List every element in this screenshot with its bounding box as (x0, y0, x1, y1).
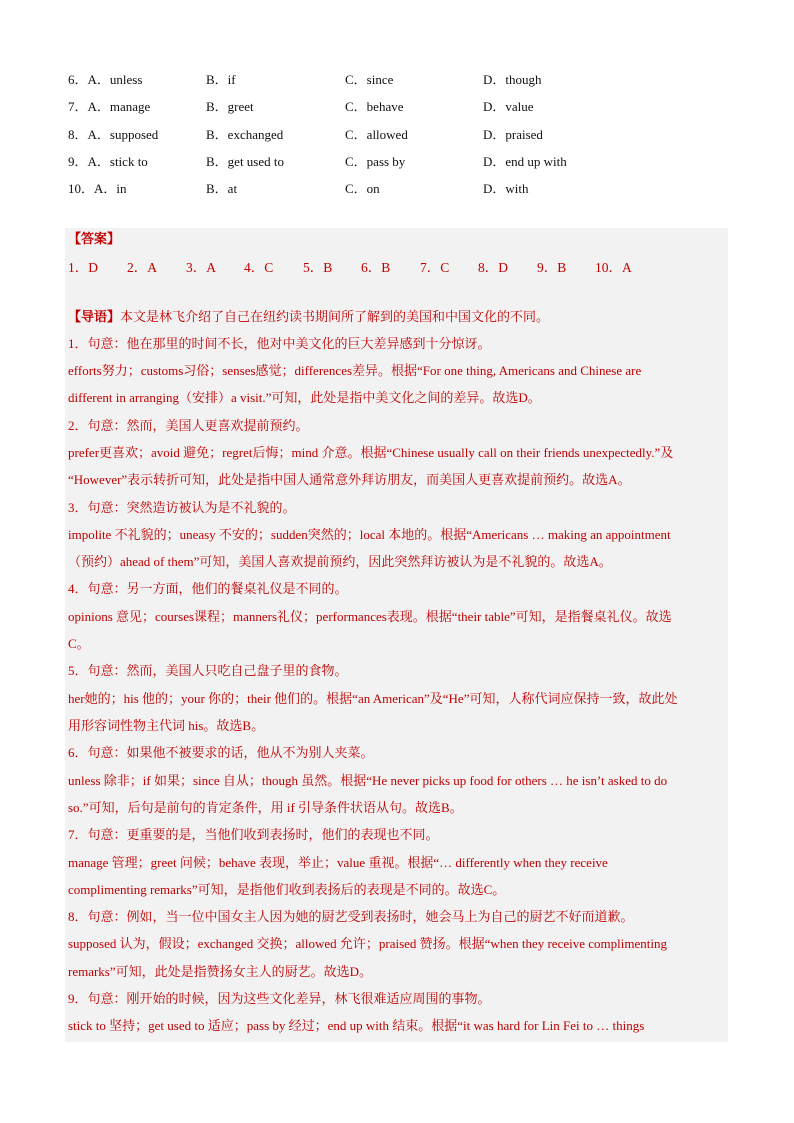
explanation-line: 1．句意：他在那里的时间不长，他对中美文化的巨大差异感到十分惊讶。 (68, 336, 491, 351)
answer-item: 5．B (303, 260, 333, 275)
option-b: B．get used to (206, 154, 284, 169)
explanation-line: 9．句意：刚开始的时候，因为这些文化差异，林飞很难适应周围的事物。 (68, 991, 491, 1006)
option-b: B．at (206, 181, 238, 196)
explanation-line: unless 除非；if 如果；since 自从；though 虽然。根据“He never picks up food for others … he isn’t asked to do (68, 773, 668, 788)
explanation-line: prefer更喜欢；avoid 避免；regret后悔；mind 介意。根据“Chinese usually call on their friends unexpectedly.”及 (68, 445, 674, 460)
explanation-line: stick to 坚持；get used to 适应；pass by 经过；end up with 结束。根据“it was hard for Lin Fei to … things (68, 1018, 645, 1033)
answer-item: 3．A (186, 260, 216, 275)
explanation-line: “However”表示转折可知，此处是指中国人通常意外拜访朋友，而美国人更喜欢提前预约。故选A。 (68, 472, 631, 487)
explanation-line: 4．句意：另一方面，他们的餐桌礼仪是不同的。 (68, 581, 348, 596)
explanation-line: remarks”可知，此处是指赞扬女主人的厨艺。故选D。 (68, 964, 373, 979)
option-c: C．pass by (345, 154, 406, 169)
answer-item: 10．A (595, 260, 632, 275)
explanation-line: impolite 不礼貌的；uneasy 不安的；sudden突然的；local 本地的。根据“Americans … making an appointment (68, 527, 671, 542)
guide-label: 【导语】 (68, 309, 121, 324)
option-d: D．value (483, 99, 534, 114)
explanation-line: C。 (68, 636, 90, 651)
explanation-line: so.”可知，后句是前句的肯定条件，用 if 引导条件状语从句。故选B。 (68, 800, 463, 815)
guide-text: 本文是林飞介绍了自己在纽约读书期间所了解到的美国和中国文化的不同。 (120, 309, 550, 324)
option-a: 9．A．stick to (68, 154, 148, 169)
answer-item: 8．D (478, 260, 508, 275)
option-a: 7．A．manage (68, 99, 151, 114)
guide-paragraph (68, 307, 728, 327)
explanation-line: 7．句意：更重要的是，当他们收到表扬时，他们的表现也不同。 (68, 827, 439, 842)
explanation-line: supposed 认为，假设；exchanged 交换；allowed 允许；praised 赞扬。根据“when they receive complimenting (68, 936, 667, 951)
option-d: D．end up with (483, 154, 567, 169)
option-c: C．behave (345, 99, 404, 114)
explanation-line: her她的；his 他的；your 你的；their 他们的。根据“an American”及“He”可知，人称代词应保持一致，故此处 (68, 691, 678, 706)
answer-item: 9．B (537, 260, 567, 275)
explanation-line: 6．句意：如果他不被要求的话，他从不为别人夹菜。 (68, 745, 374, 760)
explanation-line: manage 管理；greet 问候；behave 表现，举止；value 重视。根据“… differently when they receive (68, 855, 608, 870)
explanation-line: （预约）ahead of them”可知，美国人喜欢提前预约，因此突然拜访被认为是不礼貌的。故选A。 (68, 554, 612, 569)
option-b: B．greet (206, 99, 254, 114)
explanation-line: 5．句意：然而，美国人只吃自己盘子里的食物。 (68, 663, 348, 678)
explanation-line: efforts努力；customs习俗；senses感觉；differences差异。根据“For one thing, Americans and Chinese are (68, 363, 642, 378)
option-b: B．exchanged (206, 127, 284, 142)
answer-item: 4．C (244, 260, 274, 275)
option-c: C．on (345, 181, 380, 196)
explanation-line: 8．句意：例如，当一位中国女主人因为她的厨艺受到表扬时，她会马上为自己的厨艺不好而道歉。 (68, 909, 634, 924)
option-b: B．if (206, 72, 236, 87)
option-d: D．with (483, 181, 529, 196)
answer-item: 2．A (127, 260, 157, 275)
option-a: 8．A．supposed (68, 127, 159, 142)
explanation-line: different in arranging（安排）a visit.”可知，此处是指中美文化之间的差异。故选D。 (68, 390, 541, 405)
option-c: C．since (345, 72, 394, 87)
explanation-line: 用形容词性物主代词 his。故选B。 (68, 718, 265, 733)
answer-item: 1．D (68, 260, 98, 275)
answer-heading: 【答案】 (68, 231, 121, 246)
option-c: C．allowed (345, 127, 408, 142)
answer-item: 7．C (420, 260, 450, 275)
explanation-line: 3．句意：突然造访被认为是不礼貌的。 (68, 500, 296, 515)
answer-item: 6．B (361, 260, 391, 275)
explanation-line: opinions 意见；courses课程；manners礼仪；performances表现。根据“their table”可知，是指餐桌礼仪。故选 (68, 609, 672, 624)
option-d: D．praised (483, 127, 543, 142)
explanation-line: 2．句意：然而，美国人更喜欢提前预约。 (68, 418, 309, 433)
explanation-line: complimenting remarks”可知，是指他们收到表扬后的表现是不同的。故选C。 (68, 882, 506, 897)
option-d: D．though (483, 72, 542, 87)
option-a: 10．A．in (68, 181, 127, 196)
option-a: 6．A．unless (68, 72, 143, 87)
